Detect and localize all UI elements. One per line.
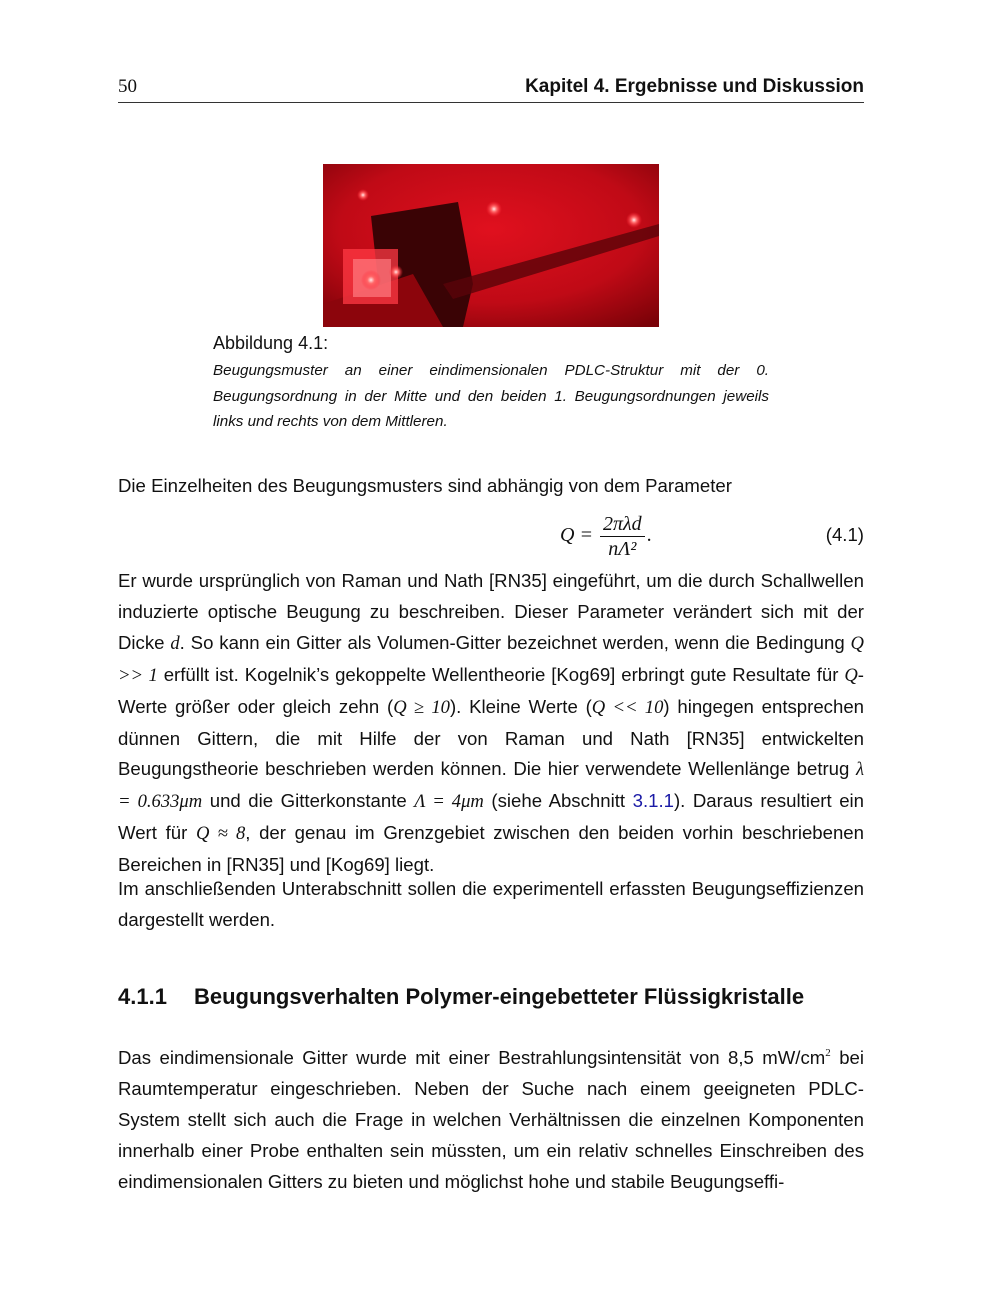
figure-photo xyxy=(323,164,659,327)
math-inline: Q ≥ 10 xyxy=(393,696,450,718)
diffraction-pattern-image xyxy=(323,164,659,327)
math-inline: Q >> 1 xyxy=(118,632,864,686)
section-link[interactable]: 3.1.1 xyxy=(632,790,674,812)
figure-label: Abbildung 4.1: xyxy=(213,333,329,353)
math-inline: Q << 10 xyxy=(591,696,664,718)
section-heading xyxy=(118,984,804,1010)
text: , der genau im Grenzgebiet zwischen den beiden vorhin beschriebenen Bereichen in [RN35] und [Kog69] liegt. xyxy=(118,822,864,876)
page-header xyxy=(118,76,864,103)
section-number: 4.1.1 xyxy=(118,984,167,1009)
text: Das eindimensionale Gitter wurde mit einer Bestrahlungsintensität von 8,5 mW/cm xyxy=(118,1047,826,1068)
text: -Werte größer oder gleich zehn ( xyxy=(118,663,864,717)
superscript: 2 xyxy=(825,1047,831,1059)
text: (siehe Abschnitt xyxy=(483,790,633,812)
math-inline: Λ = 4μm xyxy=(414,791,484,813)
equation-fraction xyxy=(600,512,645,561)
intro-paragraph: Die Einzelheiten des Beugungsmusters sind abhängig von dem Parameter xyxy=(118,475,732,496)
section-title: Beugungsverhalten Polymer-eingebetteter Flüssigkristalle xyxy=(194,984,805,1009)
equation-lhs: Q = xyxy=(560,524,593,547)
paragraph-2: Im anschließenden Unterabschnitt sollen die experimentell erfassten Beugungseffizienzen dargestellt werden. xyxy=(118,878,864,930)
text: bei Raumtemperatur eingeschrieben. Neben der Suche nach einem geeigneten PDLC-System stellt sich auch die Frage in welchen Verhältnissen die einzelnen Komponenten innerhalb einer Probe enthalten sein müssten, um ein relativ schnelles Einschreiben des eindimensionalen Gitters zu bieten und möglichst hohe und stabile Beugungseffi- xyxy=(118,1047,865,1192)
equation-numerator: 2πλd xyxy=(600,512,645,537)
text: und die Gitterkonstante xyxy=(202,790,415,812)
equation-denominator: nΛ² xyxy=(608,538,637,560)
equation-period: . xyxy=(646,524,652,547)
text: . So kann ein Gitter als Volumen-Gitter bezeichnet werden, wenn die Bedingung xyxy=(179,631,851,653)
text: erfüllt ist. Kogelnik’s gekoppelte Wellentheorie [Kog69] erbringt gute Resultate für xyxy=(157,663,845,685)
paragraph-1 xyxy=(118,566,864,881)
math-inline: d xyxy=(170,632,180,654)
math-inline: λ = 0.633μm xyxy=(118,759,864,813)
paragraph-3 xyxy=(118,1038,864,1198)
equation-number: (4.1) xyxy=(825,524,864,545)
math-inline: Q xyxy=(844,664,858,686)
text: ) hingegen entsprechen dünnen Gittern, die mit Hilfe der von Raman und Nath [RN35] entwickelten Beugungstheorie beschrieben werden können. Die hier verwendete Wellenlänge betrug xyxy=(118,695,865,780)
equation-4-1 xyxy=(118,508,864,564)
text: ). Daraus resultiert ein Wert für xyxy=(118,790,865,844)
text: Er wurde ursprünglich von Raman und Nath [RN35] eingeführt, um die durch Schallwellen induzierte optische Beugung zu beschreiben. Dieser Parameter verändert sich mit der Dicke xyxy=(118,570,864,653)
figure-caption xyxy=(213,333,769,435)
page-number: 50 xyxy=(118,76,137,97)
figure-caption-text: Beugungsmuster an einer eindimensionalen PDLC-Struktur mit der 0. Beugungsordnung in der Mitte und den beiden 1. Beugungsordnungen jeweils links und rechts von dem Mittleren. xyxy=(213,362,769,430)
chapter-title: Kapitel 4. Ergebnisse und Diskussion xyxy=(525,76,864,97)
math-inline: Q ≈ 8 xyxy=(195,823,246,845)
text: ). Kleine Werte ( xyxy=(449,695,592,717)
